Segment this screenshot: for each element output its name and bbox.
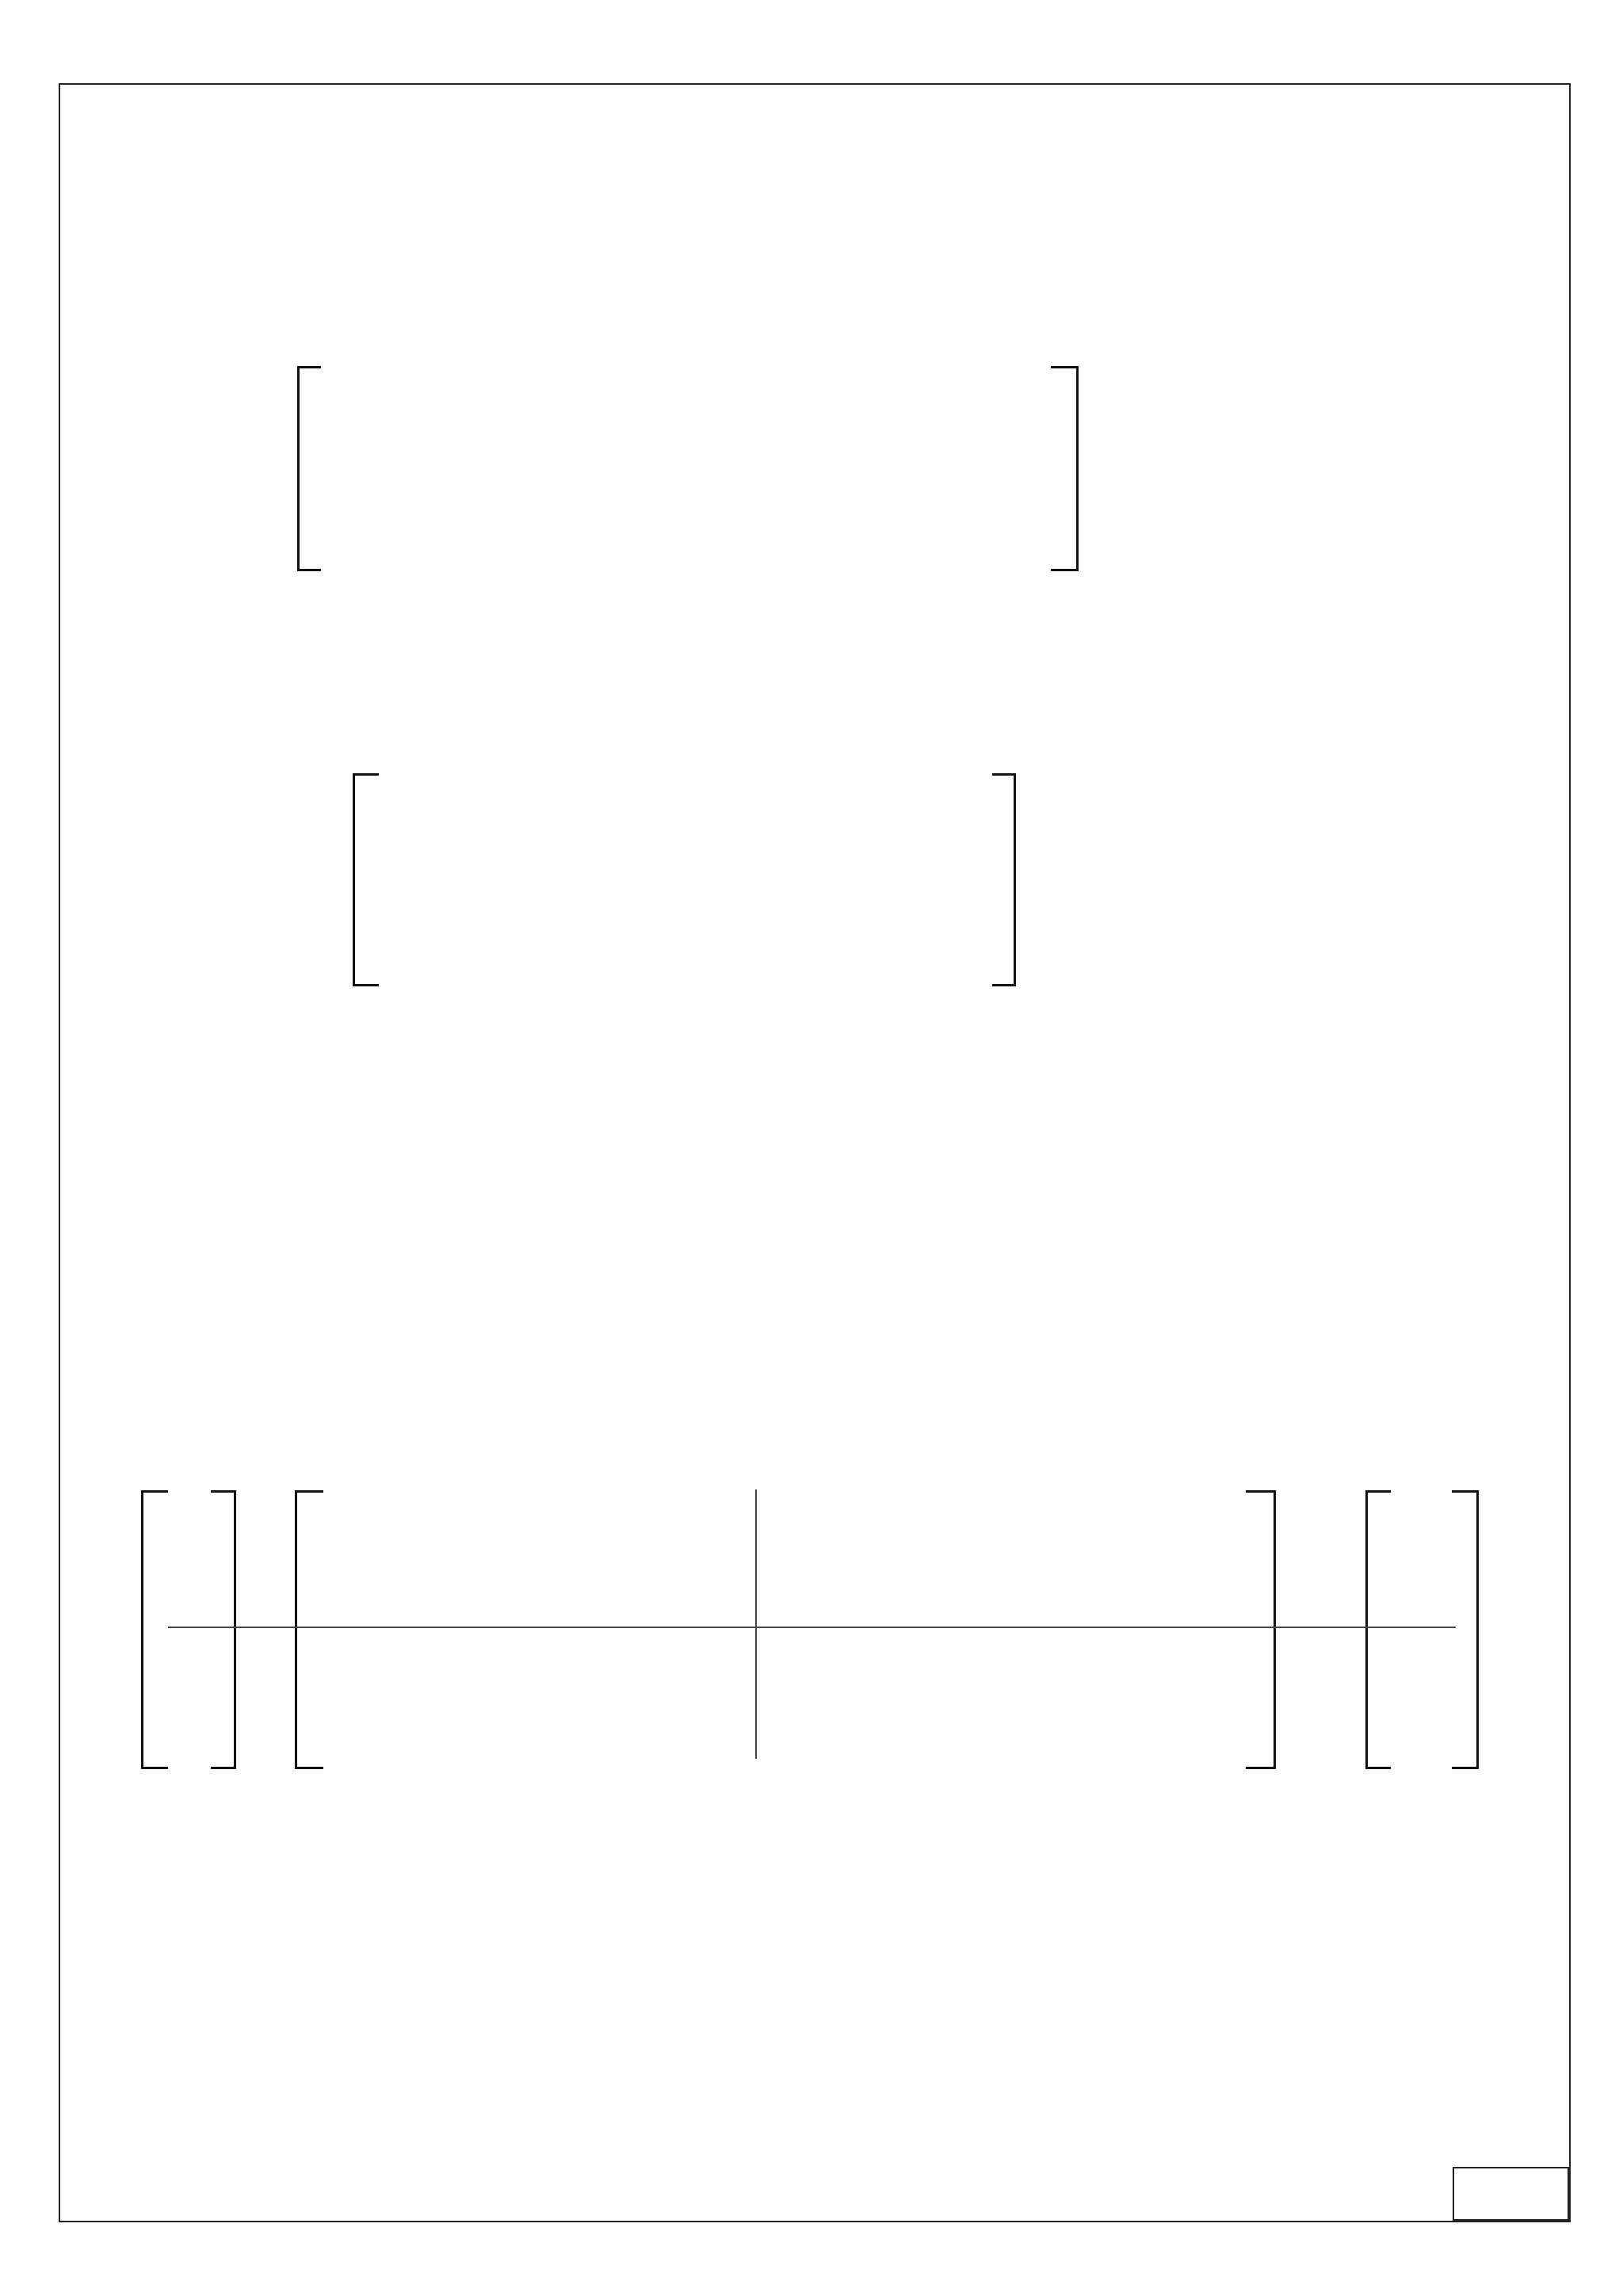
k-left-bracket [295, 1490, 323, 1769]
k-right-bracket [1246, 1490, 1276, 1769]
k1-right-bracket [1051, 366, 1079, 571]
page-frame [59, 83, 1571, 2222]
d-left-bracket [1365, 1490, 1391, 1769]
q-left-bracket [141, 1490, 168, 1769]
d-right-bracket [1452, 1490, 1479, 1769]
partition-vertical-line [755, 1489, 757, 1759]
k1-left-bracket [297, 366, 321, 571]
page-number [1453, 2167, 1569, 2221]
k2-left-bracket [353, 773, 379, 986]
partition-horizontal-line [168, 1627, 1456, 1628]
k2-right-bracket [992, 773, 1016, 986]
q-right-bracket [211, 1490, 236, 1769]
